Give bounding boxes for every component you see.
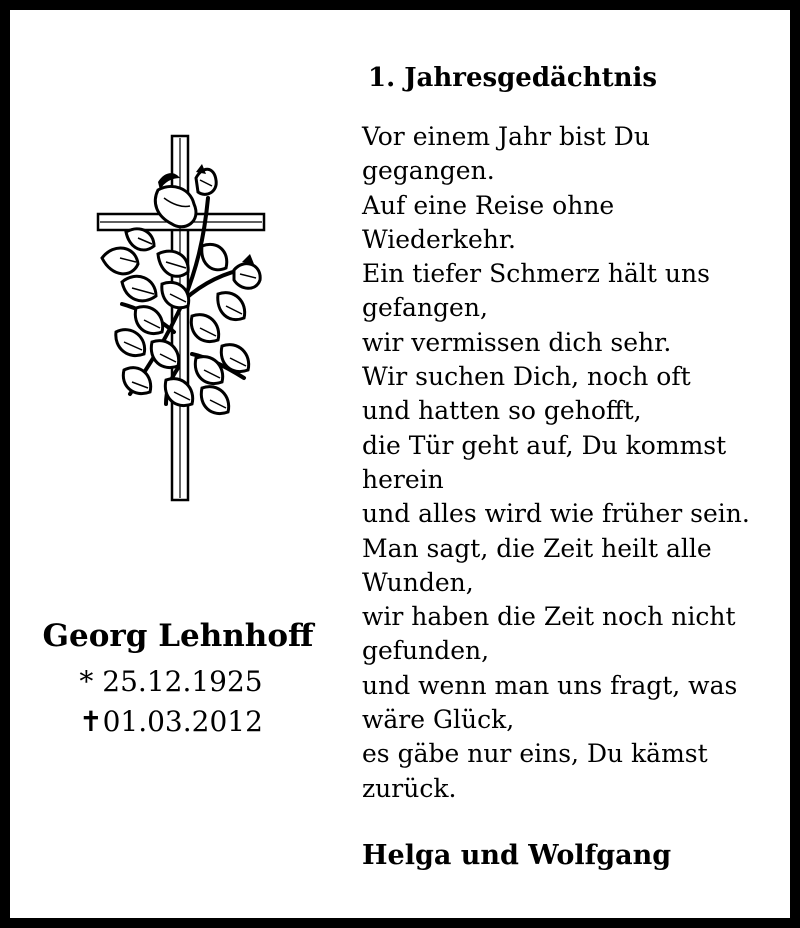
poem-line: wir vermissen dich sehr. xyxy=(362,327,672,357)
birth-date: * 25.12.1925 xyxy=(79,665,263,698)
poem-line: gegangen. xyxy=(362,156,495,186)
poem-line: und hatten so gehofft, xyxy=(362,396,642,426)
poem-line: es gäbe nur eins, Du kämst xyxy=(362,739,708,769)
poem-line: Ein tiefer Schmerz hält uns xyxy=(362,259,710,289)
poem-line: herein xyxy=(362,464,444,494)
poem-line: gefangen, xyxy=(362,293,488,323)
poem-line: Auf eine Reise ohne xyxy=(362,190,615,220)
poem-line: gefunden, xyxy=(362,636,490,666)
poem-line: Wunden, xyxy=(362,567,474,597)
memorial-heading: 1. Jahresgedächtnis xyxy=(368,63,658,93)
poem-line: Vor einem Jahr bist Du xyxy=(362,122,650,151)
poem-line: wäre Glück, xyxy=(362,705,515,735)
cross-with-roses-icon xyxy=(92,132,272,504)
poem-line: zurück. xyxy=(362,773,457,803)
death-date: ✝01.03.2012 xyxy=(79,705,263,738)
poem-line: Wir suchen Dich, noch oft xyxy=(362,362,691,392)
memorial-poem xyxy=(362,120,792,806)
poem-line: Man sagt, die Zeit heilt alle xyxy=(362,533,712,563)
poem-line: und wenn man uns fragt, was xyxy=(362,670,738,700)
poem-line: wir haben die Zeit noch nicht xyxy=(362,602,736,632)
deceased-name: Georg Lehnhoff xyxy=(42,618,314,654)
poem-line: Wiederkehr. xyxy=(362,224,516,254)
poem-line: die Tür geht auf, Du kommst xyxy=(362,430,727,460)
signature: Helga und Wolfgang xyxy=(362,840,672,871)
poem-line: und alles wird wie früher sein. xyxy=(362,499,750,529)
